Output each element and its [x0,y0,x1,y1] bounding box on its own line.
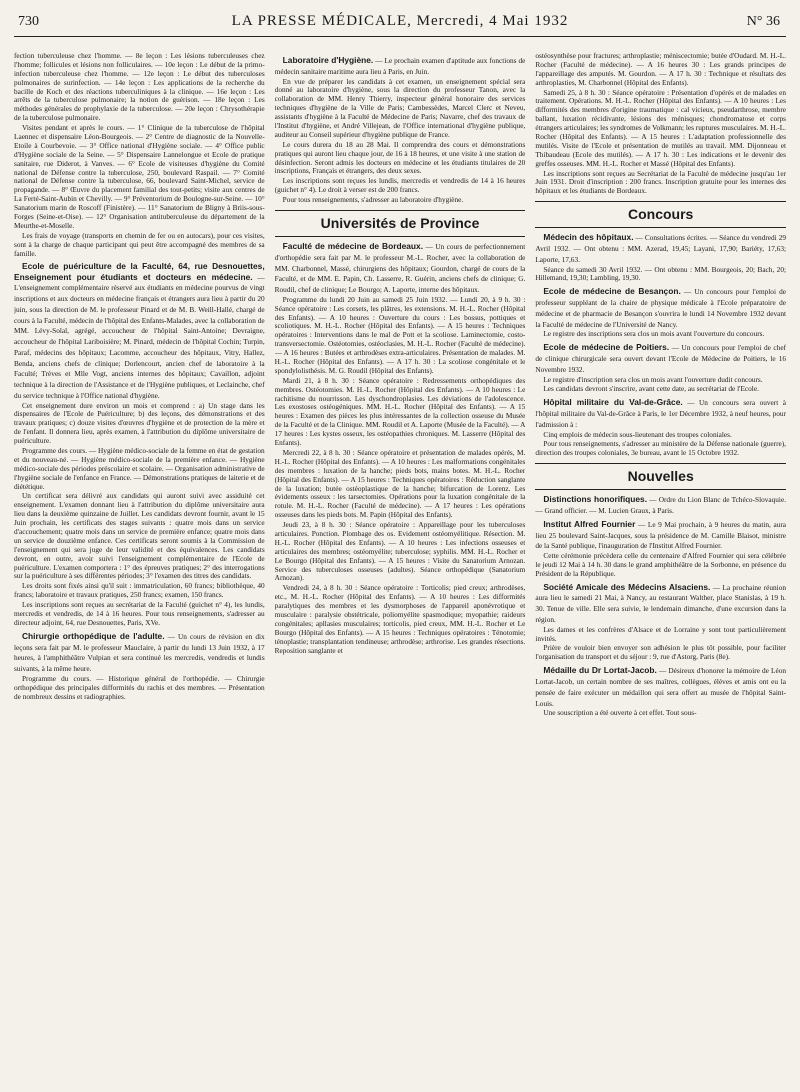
article-paragraph: Prière de vouloir bien envoyer son adhésion le plus tôt possible, pour faciliter l'organisation du transport et du séjour : 9, rue d'Astorg, Paris (8e). [535,643,787,662]
article-paragraph: ostéosynthèse pour fractures; arthroplastie; méniscectomie; butée d'Oudard. M. H.-L. Rocher (Faculté de médecine). — A 16 heures 30 : Les grands principes de l'appareillage des amputés. M. Gourdon. — A 17 h. 30 : Technique et résultats des arthroplasties, M. Charbonnel (Hôpital des Enfants). [535,52,787,87]
article-paragraph: En vue de préparer les candidats à cet examen, un enseignement spécial sera donné au laboratoire d'hygiène, sous la direction du professeur Tanon, avec la collaboration de MM. Henry Thierry, inspecteur général honoraire des services techniques d'hygiène de la Ville de Paris; Cambessèdes, Marcel Clerc et Neveu, assistants d'hygiène à la Faculté de Médecine de Paris; Navarre, chef des travaux de l'Institut d'hygiène, et André Villejean, de l'Office international d'hygiène publique, auditeur au Conseil supérieur d'hygiène publique de France. [274,76,526,139]
newspaper-page [0,10,800,1092]
article-paragraph: Programme du lundi 20 Juin au samedi 25 Juin 1932. — Lundi 20, à 9 h. 30 : Séance opératoire : Les corsets, les plâtres, les extensions. M. H.-L. Rocher (Hôpital des Enfants). — A 10 heures : Ouverture du cours : Les bossus, pottiques et scoliotiques. M. H.-L. Rocher (Hôpital des Enfants). — A 15 heures : Techniques opératoires : Interventions dans le mal de Pott et la scoliose. Laminectomie, costo-transversectomie. Ostéotomies, ostéoclasies, M. H.-L. Rocher (Faculté de médecine). — A 16 heures : Butées et arthrodèses extra-articulaires. Présentation de malades. M. H.-L. Rocher (Hôpital des Enfants). — A 17 h. 30 : La scoliose congénitale et le spondylolisthésis. M. G. Roudil (Hôpital des Enfants). [274,294,526,375]
article-paragraph: Pour tous renseignements, s'adresser au laboratoire d'hygiène. [282,195,464,205]
article-lead-text: — La prochaine réunion aura lieu le samedi 21 Mai, à Nancy, au restaurant Walther, place Stanislas, à 19 h. 30. Tenue de ville. Elle sera suivie, le lendemain dimanche, d'une excursion dans la région. [535,582,787,624]
article-paragraph: Mercredi 22, à 8 h. 30 : Séance opératoire et présentation de malades opérés, M. H.-L. Rocher (Hôpital des Enfants). — A 10 heures : Les malformations congénitales des membres : luxation de la hanche; pieds bots, mains botes. M. H.-L. Rocher (Hôpital des Enfants). — A 15 heures : Techniques opératoires : Réduction sanglante de la luxation; butée ostéoplastique de la hanche; bifurcation de Lorenz. Les évidements osseux : les tarsectomies. Opérations pour la luxation congénitale de la rotule. M. H.-L. Rocher (Faculté de médecine). — A 17 heures : Les opérations osseuses dans les pieds bots. M. Papin (Hôpital des Enfants). [274,447,526,520]
article-heading [535,286,786,329]
article-heading [535,342,786,374]
article-paragraph: Visites pendant et après le cours. — 1° Clinique de la tuberculose de l'hôpital Laennec et dispensaire Léon-Bourgeois. — 2° Centre de diagnostic de la Nouvelle-Etoile à Courbevoie. — 3° Office national d'Hygiène sociale. — 4° Office public d'Hygiène sociale de la Seine. — 5° Dispensaire Lannelongue et Ecole de pratique sanitaire, rue Diderot, à Vanves. — 6° Ecole de visiteuses d'hygiène du Comité national de Défense contre la tuberculose, 250, boulevard Raspail. — 7° Comité national de Défense contre la tuberculose, 66, boulevard Saint-Michel, service de propagande. — 8° Œuvre du placement familial des tout-petits; visite aux centres de La Ferté-Saint-Aubin et Chevilly. — 9° Préventorium de Boulogne-sur-Seine. — 10° Sanatorium marin de Roscoff (Finistère). — 11° Sanatorium de Bligny à Briis-sous-Forges (Seine-et-Oise). — 12° Organisation antituberculeuse du département de la Meurthe-et-Moselle. [14,123,265,230]
columns [14,52,786,1084]
article-lead-text: — Un concours pour l'emploi de professeur suppléant de la chaire de physique médicale à l'Ecole préparatoire de médecine et de pharmacie de Besançon s'ouvrira le lundi 14 Novembre 1932 devant la Faculté de médecine de l'Université de Nancy. [535,287,787,329]
article-lead-text: — Un cours de perfectionnement d'orthopédie sera fait par M. le professeur M.-L. Rocher, avec la collaboration de MM. Charbonnel, Massé, chirurgiens des hôpitaux; Gourdon, chargé de cours de la Faculté, et de MM. E. Papin, Ch. Lasserre, R. Guérin, anciens chefs de clinique; G. Roudil, chef de clinique; Le Bourgo; A. Laporte, interne des hôpitaux. [274,242,526,295]
article-paragraph: Le cours durera du 18 au 28 Mai. Il comprendra des cours et démonstrations pratiques qui auront lieu chaque jour, de 16 à 18 heures, et une visite à une station de désinfection. Seront admis les docteurs en médecine et les étudiants titulaires de 20 inscriptions, Français et étrangers, des deux sexes. [274,139,526,176]
article-paragraph: Les frais de voyage (transports en chemin de fer ou en autocars), pour ces visites, sont à la charge de chaque participant qui peut être accompagné des membres de sa famille. [14,230,265,258]
article-paragraph: Les dames et les confrères d'Alsace et de Lorraine y sont tout particulièrement invités. [535,624,787,643]
article-heading [275,55,526,77]
article-lead-text: — Désireux d'honorer la mémoire de Léon Lortat-Jacob, un certain nombre de ses maîtres, collègues, élèves et amis ont eu la pensée de faire exécuter un médaillon qui sera offert au musée de l'hôpital Saint-Louis. [535,666,787,708]
article-heading-title: Distinctions honorifiques. [543,494,648,505]
article-paragraph: Les droits sont fixés ainsi qu'il suit : immatriculation, 60 francs; bibliothèque, 40 francs; laboratoire et travaux pratiques, 250 francs; examen, 150 francs. [14,581,265,600]
article-heading [535,494,786,516]
column-left [14,52,265,1084]
section-heading: Universités de Province [275,210,526,237]
article-heading-title: Chirurgie orthopédique de l'adulte. [22,630,165,641]
article-heading [14,631,265,674]
article-lead-text: — Un concours pour l'emploi de chef de clinique chirurgicale sera ouvert devant l'Ecole de Médecine de Poitiers, le 16 Novembre 1932. [535,343,787,374]
article-paragraph: Un certificat sera délivré aux candidats qui auront suivi avec assiduité cet enseignement. L'examen donnant lieu à l'attribution du diplôme universitaire aura lieu dans la deuxième quinzaine de Juillet. Les candidats devront fournir, avant le 15 Juin prochain, les certificats des stages suivants : quatre mois dans un service d'accouchement; quatre mois dans un service de première enfance; quatre mois dans un service de douzième enfance. Ces certificats seront soumis à la Commission de l'enseignement qui sera juge de leur validité et des équivalences. Les candidats devront, en outre, avoir suivi l'enseignement complémentaire de l'Ecole de puériculture. L'examen comportera : 1° des épreuves pratiques; 2° des interrogations sur la puériculture à ses différentes périodes; 3° l'examen des titres des candidats. [14,491,265,581]
article-paragraph: Vendredi 24, à 8 h. 30 : Séance opératoire : Torticolis; pied creux; arthrodèses, etc., M. H.-L. Rocher (Hôpital des Enfants). — A 10 heures : Les difformités paralytiques des membres et les dysmorphoses de l'appareil aponévrotique et musculaire : paralysie obstétricale, poliomyélite spasmodique; myopathie; raideurs congénitales; apllasies musculaires; torticolis, pied creux, MM. H.-L. Rocher et Le Bourgo (Hôpital des Enfants). — A 15 heures : Techniques opératoires : Ténotomie; ténoplastie; transplantation tendineuse; arthrodèse; arthrorise. Les grandes résections. Reposition sanglante et [274,583,526,655]
article-paragraph: fection tuberculeuse chez l'homme. — 8e leçon : Les lésions tuberculeuses chez l'homme; follicules et lésions non folliculaires. — 10e leçon : Le début de la primo-infection tuberculeuse chez l'homme. — 12e leçon : Le début des tuberculoses pulmonaires de surinfection. — 14e leçon : Les applications de la recherche du bacille de Koch et des réactions tuberculiniques à la clinique. — 16e leçon : Les arrêts de la tuberculose pulmonaire; la notion de guérison. — 18e leçon : Les méthodes générales de prophylaxie de la tuberculose. — 20e leçon : Chrysothérapie de la tuberculose pulmonaire. [14,52,265,123]
article-paragraph: Les inscriptions sont reçues les lundis, mercredis et vendredis de 14 à 16 heures (guichet n° 4). Le droit à verser est de 200 francs. [274,176,526,195]
article-heading-title: Société Amicale des Médecins Alsaciens. [543,581,711,592]
article-heading [535,397,786,429]
article-heading [535,232,786,264]
article-paragraph: Programme du cours. — Historique général de l'orthopédie. — Chirurgie orthopédique des principales difformités du rachis et des membres. — Présentation de nombreux dessins et radiographies. [14,673,265,701]
issue-number: N° 36 [746,14,780,29]
article-lead-text: — Consultations écrites. — Séance du vendredi 29 Avril 1932. — Ont obtenu : MM. Azerad, 19,45; Layani, 17,90; Bariéty, 17,63; Laporte, 17,63. [535,233,787,264]
article-paragraph: Programme des cours. — Hygiène médico-sociale de la femme en état de gestation et du nouveau-né. — Hygiène médico-sociale de la première enfance. — Hygiène médico-sociale des périodes préscolaire et scolaire. — Organisation administrative de l'hygiène sociale de l'enfance en France. — Démonstrations pratiques de laiterie et de diététique. [14,446,265,491]
section-heading: Concours [535,201,786,228]
article-lead-text: — L'enseignement complémentaire réservé aux étudiants en médecine pourvus de vingt inscriptions et aux docteurs en médecine français et étrangers aura lieu à partir du 20 juin, sous la direction de M. le professeur Pinard et de M. B. Weill-Hallé, chargé de cours à la Faculté, médecin de l'hôpital des Enfants-Malades, avec la collaboration de MM. Lévy-Solal, agrégé, accoucheur de l'hôpital Saint-Antoine; Devraigne, accoucheur de l'hôpital Lariboisière; M. Pinard, médecin de l'hôpital Cochin; Turpin, Paraf, médecins des hôpitaux; Lacomme, accoucheur des hôpitaux, Vitry, Hallez, Benda, anciens chefs de clinique; Dorlencourt, ancien chef de laboratoire à la Faculté; Trèves et Mlle Vogt, anciens internes des hôpitaux; Cavaillon, adjoint technique à la direction de l'Assistance et de l'Hygiène publiques, et Leclainche, chef du service technique à l'Office national d'hygiène. [14,272,265,400]
article-paragraph: Cet enseignement dure environ un mois et comprend : a) Un stage dans les dispensaires de l'Ecole de Puériculture; b) des leçons, des démonstrations et des travaux pratiques; c) douze visites d'œuvres d'hygiène et de protection de la mère et de l'enfant. Il donnera lieu, après examen, à l'attribution du diplôme universitaire de puériculture. [14,400,265,446]
article-paragraph: Une souscription a été ouverte à cet effet. Tout sous- [543,708,697,718]
column-right [535,52,786,1084]
article-paragraph: Le registre des inscriptions sera clos un mois avant l'ouverture du concours. [543,329,765,339]
article-lead-text: — Le 9 Mai prochain, à 9 heures du matin, aura lieu 25 boulevard Saint-Jacques, sous la présidence de M. Camille Blaisot, ministre de la Santé publique, l'inauguration de l'Institut Alfred Fournier. [535,519,787,551]
article-heading-title: Institut Alfred Fournier [543,518,636,529]
article-heading-title: Ecole de médecine de Poitiers. [543,342,670,353]
article-paragraph: Mardi 21, à 8 h. 30 : Séance opératoire : Redressements orthopédiques des membres. Ostéotomies. M. H.-L. Rocher (Hôpital des Enfants). — A 10 heures : Le rachitisme du nourrisson. Les dyschondroplasies. Les déviations de l'adolescence. Les exostoses ostéogéniques. MM. H.-L. Rocher (Hôpital des Enfants). — A 15 heures : Examen des pièces les plus intéressantes de la collection osseuse du Musée de la Faculté et de la Clinique. MM. Roudil et A. Laporte (Musée de la Faculté). — A 17 heures : Les kystes osseux, les ostéopathies chroniques. M. Lasserre (Hôpital des Enfants). [274,375,526,448]
article-lead-text: — Un cours de révision en dix leçons sera fait par M. le professeur Mauclaire, à partir du lundi 13 Juin 1932, à 17 heures, à l'amphithéâtre Vulpian et sera continué les mercredis, vendredis et lundis suivants, à la même heure. [14,631,265,674]
article-heading [535,519,786,551]
article-paragraph: Le registre d'inscription sera clos un mois avant l'ouverture dudit concours. [543,374,763,384]
article-paragraph: Cette cérémonie précèdera celle du centenaire d'Alfred Fournier qui sera célébrée le jeudi 12 Mai à 14 h. 30 dans le grand amphithéâtre de la Sorbonne, en présence du Président de la République. [535,551,787,578]
column-middle [275,52,526,1084]
article-heading [14,261,265,400]
article-heading [535,582,786,625]
article-lead-text: — Un concours sera ouvert à l'hôpital militaire du Val-de-Grâce à Paris, le 1er Décembre 1932, à neuf heures, pour l'admission à : [535,398,787,429]
article-heading [535,665,786,708]
article-heading-title: Hôpital militaire du Val-de-Grâce. [543,397,683,408]
article-paragraph: Séance du samedi 30 Avril 1932. — Ont obtenu : MM. Bourgeois, 20; Bach, 20; Hillemand, 19,30; Lambling, 19,30. [535,264,787,283]
article-paragraph: Les candidats devront s'inscrire, avant cette date, au secrétariat de l'Ecole. [543,384,759,394]
article-heading-title: Laboratoire d'Hygiène. [282,55,374,65]
article-paragraph: Jeudi 23, à 8 h. 30 : Séance opératoire : Appareillage pour les tuberculoses articulaires. Ponction. Plombage des os. Evidement ostéomyélitique. Résection. M. H.-L. Rocher (Hôpital des Enfants). — A 10 heures : Les infections osseuses et articulaires des membres; ostéomyélite; tuberculose; syphilis. MM. H.-L. Rocher et Le Bourgo (Hôpital des Enfants). — A 15 heures : Visite du Sanatorium Arnozan. Service des tuberculoses osseuses (adultes). Séance orthopédique (Sanatorium Arnozan). [274,520,526,583]
article-heading-title: Médaille du Dr Lortat-Jacob. [543,665,657,676]
journal-title: LA PRESSE MÉDICALE, Mercredi, 4 Mai 1932 [231,13,569,29]
article-paragraph: Les inscriptions sont reçues au secrétariat de la Faculté (guichet n° 4), les lundis, mercredis et vendredis, de 14 à 16 heures. Pour tous renseignements, s'adresser au directeur adjoint, 64, rue Desnouettes, Paris, XVe. [14,600,265,627]
article-paragraph: Pour tous renseignements, s'adresser au ministère de la Défense nationale (guerre), direction des troupes coloniales, 3e bureau, avant le 15 Octobre 1932. [535,439,787,458]
article-heading [275,241,526,295]
article-paragraph: Samedi 25, à 8 h. 30 : Séance opératoire : Présentation d'opérés et de malades en traitement. Opérations. M. H.-L. Rocher (Hôpital des Enfants). — A 10 heures : Les difformités des membres d'origine traumatique : cal vicieux, pseudarthrose, membre ballant, luxation récidivante, lésions des ménisques; chondromatose et corps étrangers articulaires; les syndromes de Volkmann; les ruptures musculaires. M. H.-L. Rocher (Hôpital des Enfants). — A 15 heures : L'adaptation professionnelle des mutilés. Visite de l'Ecole et présentation de mutilés au travail. MM. Dijonneau et Thibaudeau (Ecole des mutilés). — A 17 h. 30 : Les indications et le devenir des greffes osseuses. MM. H.-L. Rocher et Massé (Hôpital des Enfants). [535,87,787,168]
article-paragraph: Les inscriptions sont reçues au Secrétariat de la Faculté de médecine jusqu'au 1er Juin 1931. Droit d'inscription : 200 francs. Inscription gratuite pour les internes des hôpitaux et les étudiants de Bordeaux. [535,168,787,196]
page-number: 730 [18,14,39,29]
article-lead-text: — Ordre du Lion Blanc de Tchéco-Slovaquie. — Grand officier. — M. Lucien Graux, à Paris. [535,495,787,516]
article-paragraph: Cinq emplois de médecin sous-lieutenant des troupes coloniales. [543,429,732,439]
article-heading-title: Ecole de médecine de Besançon. [543,286,681,297]
masthead [14,10,786,37]
article-heading-title: Faculté de médecine de Bordeaux. [282,241,424,252]
article-heading-title: Médecin des hôpitaux. [543,232,634,243]
article-heading-title: Ecole de puériculture de la Faculté, 64, rue Desnouettes, Enseignement pour étudiants et docteurs en médecine. [14,261,265,282]
section-heading: Nouvelles [535,463,786,490]
article-lead-text: — Le prochain examen d'aptitude aux fonctions de médecin sanitaire maritime aura lieu à Paris, en Juin. [274,56,526,76]
